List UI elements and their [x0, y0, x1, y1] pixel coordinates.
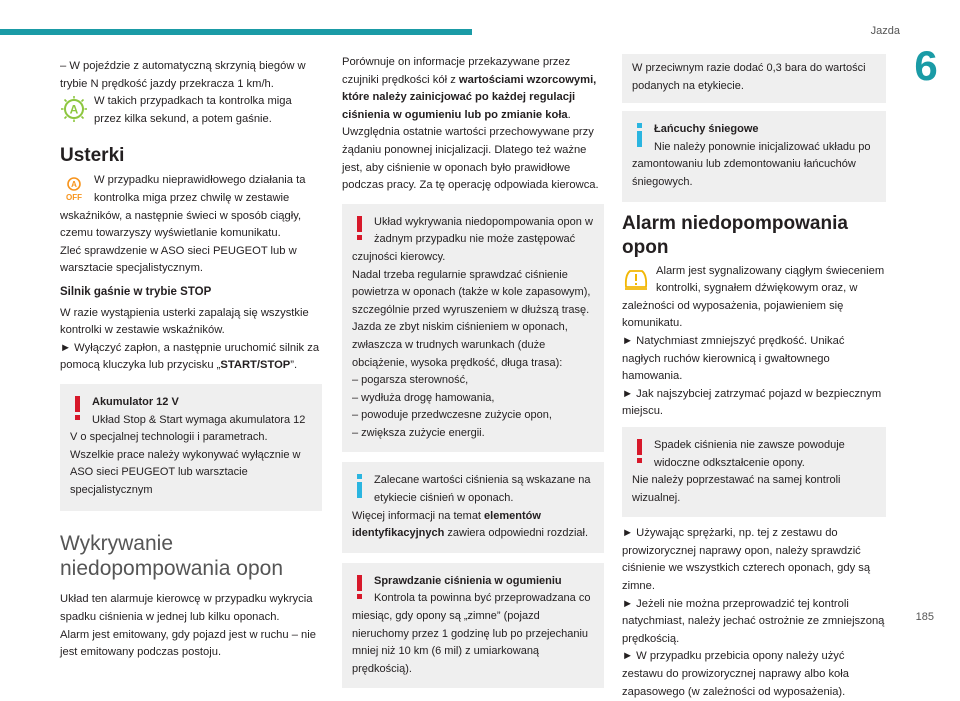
- text-run: ► Wyłączyć zapłon, a następnie uruchomić silnik za pomocą kluczyka lub przycisku „: [60, 341, 320, 372]
- auto-lamp-block: [60, 93, 322, 128]
- bold-run: wartościami wzorcowymi, które należy zainicjować po każdej regulacji ciśnienia w ogumieniu lub po zmianie koła: [342, 73, 597, 121]
- list-item: – zwiększa zużycie energii.: [352, 426, 485, 439]
- info-note-chains: [622, 111, 886, 201]
- note-text: Kontrola ta powinna być przeprowadzana co miesiąc, gdy opony są „zimne” (pojazd nieruchomy przez 1 godzinę lub po przejechaniu mniej niż 10 km (6 mil) z umiarkowaną prędkością).: [352, 592, 591, 675]
- warning-note-detection: [342, 204, 604, 453]
- paragraph: Uwzględnia ostatnie wartości przechowywane przy żądaniu ponownej inicjalizacji. Dlatego też ważne jest, aby ciśnienie w oponach było prawidłowe podczas pracy. Za tę operację odpowiada kierowca.: [342, 126, 599, 192]
- top-accent-bar: [0, 29, 472, 35]
- column-2: [342, 54, 604, 688]
- paragraph: W przypadku nieprawidłowego działania ta kontrolka miga przez chwilę w zestawie wskaźników, a następnie świeci w sposób ciągły, czemu towarzyszy wyświetlanie komunikatu.: [60, 174, 306, 240]
- warning-icon: [70, 396, 86, 420]
- note-text: W przeciwnym razie dodać 0,3 bara do wartości podanych na etykiecie.: [632, 62, 866, 92]
- chapter-number: 6: [914, 42, 938, 89]
- note-text: Wszelkie prace należy wykonywać wyłącznie w ASO sieci PEUGEOT lub warsztacie specjalistycznym: [70, 448, 301, 496]
- heading-wykrywanie: Wykrywanie niedopompowania opon: [60, 532, 284, 581]
- paragraph: ► Używając sprężarki, np. tej z zestawu do prowizorycznej naprawy opon, należy sprawdzić ciśnienie we wszystkich czterech oponach, gdy są zimne.: [622, 527, 871, 593]
- note-title: Łańcuchy śniegowe: [654, 123, 759, 136]
- note-text: Nie należy poprzestawać na samej kontroli wizualnej.: [632, 474, 841, 504]
- note-text: Nie należy ponownie inicjalizować układu po zamontowaniu lub zdemontowaniu łańcuchów śniegowych.: [632, 140, 871, 188]
- svg-text:A: A: [71, 180, 77, 190]
- paragraph: Zleć sprawdzenie w ASO sieci PEUGEOT lub w warsztacie specjalistycznym.: [60, 244, 297, 275]
- note-text: Nadal trzeba regularnie sprawdzać ciśnienie powietrza w oponach (także w kole zapasowym), szczególnie przed wyruszeniem w dłuższą trasę.: [352, 268, 591, 316]
- heading-usterki: Usterki: [60, 145, 125, 167]
- subheading-stop: Silnik gaśnie w trybie STOP: [60, 285, 212, 298]
- note-text: [352, 508, 594, 543]
- text-run: ”.: [290, 359, 298, 372]
- warning-icon: [632, 439, 648, 463]
- warning-icon: [352, 216, 368, 240]
- column-1: [60, 54, 322, 662]
- off-icon-label: OFF: [66, 193, 82, 203]
- page-number: 185: [915, 611, 934, 623]
- note-text: Jazda ze zbyt niskim ciśnieniem w oponach, zwłaszcza w trudnych warunkach (duże obciążenie, wysoka prędkość, długa trasa):: [352, 321, 568, 369]
- heading-alarm: Alarm niedopompowania opon: [622, 212, 848, 258]
- paragraph: Alarm jest emitowany, gdy pojazd jest w ruchu – nie jest emitowany podczas postoju.: [60, 628, 316, 659]
- paragraph: Alarm jest sygnalizowany ciągłym świeceniem kontrolki, sygnałem dźwiękowym oraz, w zależności od wyposażenia, pojawieniem się komunikatu.: [622, 264, 885, 330]
- auto-icon-label: A: [69, 102, 79, 117]
- warning-note-battery: [60, 384, 322, 512]
- warning-note-check: [342, 563, 604, 689]
- text-run: .: [567, 108, 571, 121]
- info-note-pressure: [342, 462, 604, 552]
- paragraph: Układ ten alarmuje kierowcę w przypadku wykrycia spadku ciśnienia w jednej lub kilku oponach.: [60, 593, 313, 624]
- note-text: Spadek ciśnienia nie zawsze powoduje widoczne odkształcenie opony.: [654, 438, 845, 469]
- usterki-block: [60, 172, 322, 278]
- bold-run: START/STOP: [220, 359, 291, 372]
- list-item: – powoduje przedwczesne zużycie opon,: [352, 409, 552, 422]
- warning-note-deformation: [622, 427, 886, 517]
- paragraph: ► Jak najszybciej zatrzymać pojazd w bezpiecznym miejscu.: [622, 387, 882, 418]
- auto-stop-start-icon: [60, 95, 88, 123]
- paragraph: ► W przypadku przebicia opony należy użyć zestawu do prowizorycznej naprawy albo koła zapasowego (w zależności od wyposażenia).: [622, 650, 849, 698]
- list-item: – pogarsza sterowność,: [352, 374, 469, 387]
- paragraph: W razie wystąpienia usterki zapalają się wszystkie kontrolki w zestawie wskaźników.: [60, 306, 309, 337]
- text-run: Porównuje on informacje przekazywane przez czujniki prędkości kół z: [342, 56, 571, 86]
- note-text: Zalecane wartości ciśnienia są wskazane na etykiecie ciśnień w oponach.: [374, 474, 591, 505]
- tyre-pressure-icon: [622, 265, 650, 293]
- paragraph: [342, 54, 604, 124]
- text-run: zawiera odpowiedni rozdział.: [444, 527, 589, 540]
- info-icon: [632, 123, 648, 147]
- paragraph: W takich przypadkach ta kontrolka miga przez kilka sekund, a potem gaśnie.: [94, 95, 292, 125]
- paragraph: [60, 340, 322, 375]
- alarm-block: [622, 263, 886, 333]
- note-title: Sprawdzanie ciśnienia w ogumieniu: [374, 574, 562, 587]
- note-text: Układ wykrywania niedopompowania opon w żadnym przypadku nie może zastępować czujności kierowcy.: [352, 215, 593, 263]
- note-text: Układ Stop & Start wymaga akumulatora 12 V o specjalnej technologii i parametrach.: [70, 413, 306, 444]
- column-3: [622, 54, 886, 701]
- auto-off-icon: [60, 174, 88, 202]
- info-icon: [352, 474, 368, 498]
- note-title: Akumulator 12 V: [92, 395, 179, 408]
- section-label: Jazda: [870, 25, 900, 37]
- list-item: – wydłuża drogę hamowania,: [352, 391, 495, 404]
- text-run: Więcej informacji na temat: [352, 509, 485, 522]
- note-continuation: [622, 54, 886, 103]
- paragraph: ► Natychmiast zmniejszyć prędkość. Unikać nagłych ruchów kierownicą i gwałtownego hamowania.: [622, 334, 845, 383]
- bold-run: elementów identyfikacyjnych: [352, 509, 541, 540]
- paragraph: ► Jeżeli nie można przeprowadzić tej kontroli natychmiast, należy jechać ostrożnie ze zmniejszoną prędkością.: [622, 597, 885, 645]
- warning-icon: [352, 575, 368, 599]
- paragraph: – W pojeździe z automatyczną skrzynią biegów w trybie N prędkość jazdy przekracza 1 km/h.: [60, 60, 306, 90]
